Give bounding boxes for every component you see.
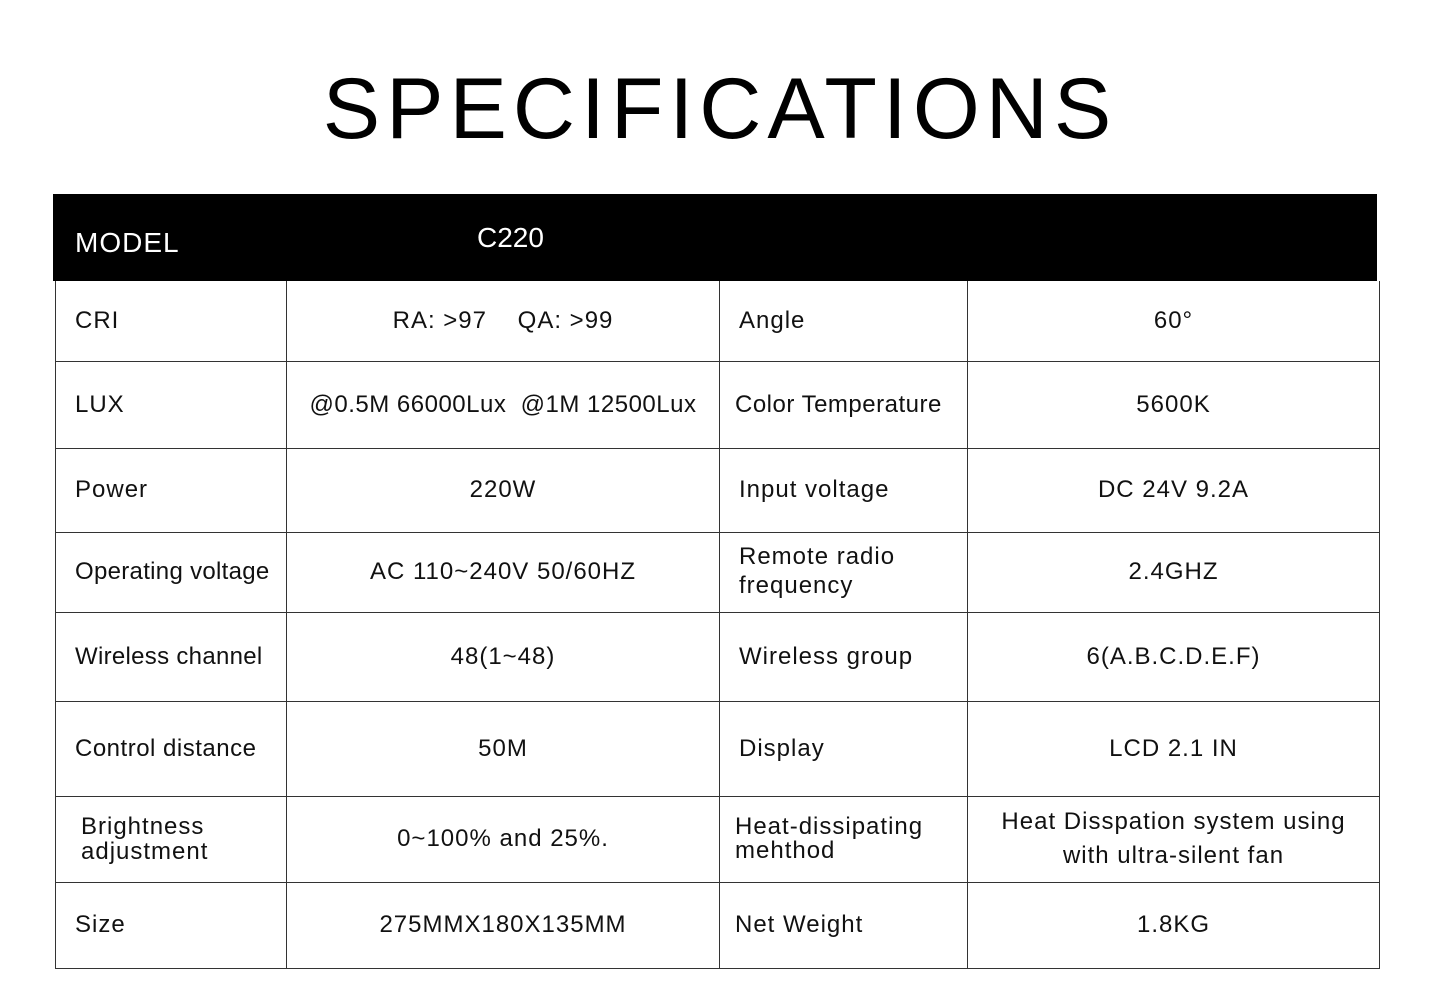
spec-value: 60° bbox=[968, 281, 1380, 361]
model-label: MODEL bbox=[75, 227, 180, 258]
spec-label: CRI bbox=[56, 281, 287, 361]
spec-value: 6(A.B.C.D.E.F) bbox=[968, 612, 1380, 701]
spec-value: 220W bbox=[287, 448, 720, 532]
spec-label: Wireless channel bbox=[56, 612, 287, 701]
spec-label: Size bbox=[56, 882, 287, 968]
spec-value: 50M bbox=[287, 701, 720, 796]
page-title: SPECIFICATIONS bbox=[322, 61, 1118, 157]
spec-label: Control distance bbox=[56, 701, 287, 796]
spec-value: 5600K bbox=[968, 361, 1380, 448]
table-row bbox=[56, 281, 1380, 361]
table-row bbox=[56, 796, 1380, 882]
spec-label bbox=[720, 796, 968, 882]
spec-value: 1.8KG bbox=[968, 882, 1380, 968]
spec-label: Input voltage bbox=[720, 448, 968, 532]
spec-value: @0.5M 66000Lux @1M 12500Lux bbox=[287, 361, 720, 448]
spec-value: LCD 2.1 IN bbox=[968, 701, 1380, 796]
spec-value: 2.4GHZ bbox=[968, 532, 1380, 612]
table-row bbox=[56, 361, 1380, 448]
spec-value bbox=[968, 796, 1380, 882]
spec-label-text: Remote radio frequency bbox=[739, 543, 896, 599]
spec-value-text: Heat Disspation system using with ultra-silent fan bbox=[1001, 808, 1346, 869]
spec-value: 275MMX180X135MM bbox=[287, 882, 720, 968]
table-row bbox=[56, 882, 1380, 968]
model-value: C220 bbox=[477, 222, 544, 253]
spec-value: 48(1~48) bbox=[287, 612, 720, 701]
spec-label bbox=[56, 796, 287, 882]
spec-label: Wireless group bbox=[720, 612, 968, 701]
table-row bbox=[56, 612, 1380, 701]
specifications-table bbox=[55, 281, 1380, 969]
spec-value: AC 110~240V 50/60HZ bbox=[287, 532, 720, 612]
spec-label bbox=[720, 532, 968, 612]
spec-label: Color Temperature bbox=[720, 361, 968, 448]
spec-label: Display bbox=[720, 701, 968, 796]
spec-label: LUX bbox=[56, 361, 287, 448]
spec-label: Angle bbox=[720, 281, 968, 361]
table-row bbox=[56, 448, 1380, 532]
spec-label: Net Weight bbox=[720, 882, 968, 968]
spec-value: 0~100% and 25%. bbox=[287, 796, 720, 882]
spec-label: Power bbox=[56, 448, 287, 532]
table-row bbox=[56, 532, 1380, 612]
spec-value: DC 24V 9.2A bbox=[968, 448, 1380, 532]
spec-value: RA: >97 QA: >99 bbox=[287, 281, 720, 361]
spec-label-text: Heat-dissipating mehthod bbox=[735, 813, 924, 864]
model-header-bar bbox=[53, 194, 1377, 281]
table-row bbox=[56, 701, 1380, 796]
spec-label: Operating voltage bbox=[56, 532, 287, 612]
spec-label-text: Brightness adjustment bbox=[81, 812, 209, 865]
